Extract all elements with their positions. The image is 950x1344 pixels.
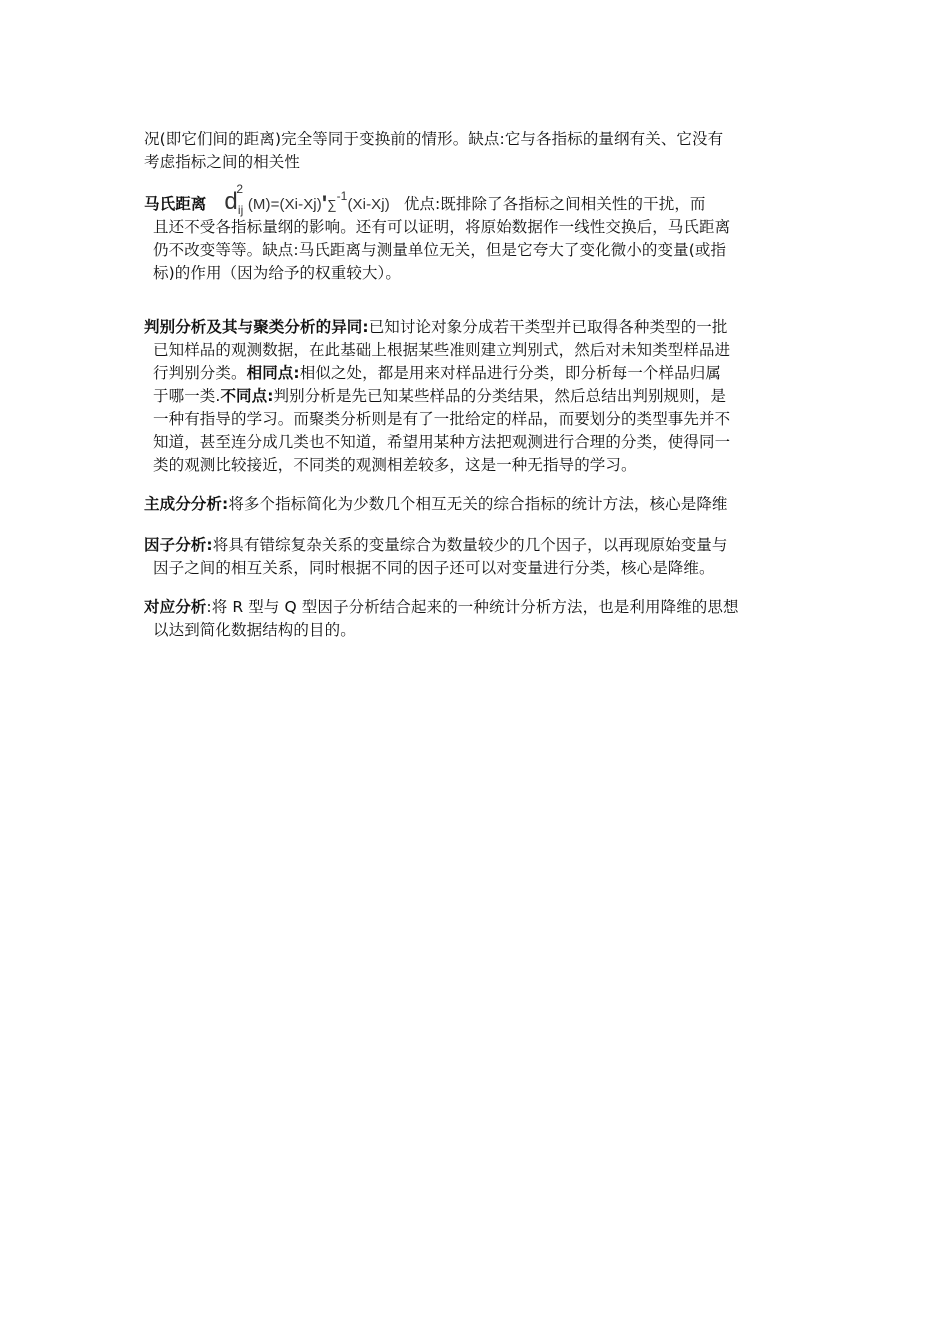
label-differences: 不同点: (220, 387, 274, 405)
text-line: 判别分析是先已知某些样品的分类结果，然后总结出判别规则，是 (273, 387, 726, 405)
section-title-pca: 主成分分析: (144, 495, 229, 513)
paragraph-pca (144, 493, 808, 516)
text-line: 一种有指导的学习。而聚类分析则是有了一批给定的样品，而要划分的类型事先并不 (153, 410, 731, 428)
text-line: 于哪一类. (153, 387, 221, 405)
text-line: 将多个指标简化为少数几个相互无关的综合指标的统计方法，核心是降维 (228, 495, 728, 513)
text-line: 优点:既排除了各指标之间相关性的干扰，而 (403, 195, 706, 213)
text-line: 行判别分类。 (153, 364, 247, 382)
paragraph-correspondence (144, 596, 808, 642)
text-line: 以达到简化数据结构的目的。 (153, 621, 356, 639)
text-line: 已知样品的观测数据，在此基础上根据某些准则建立判别式，然后对未知类型样品进 (153, 341, 731, 359)
paragraph-factor-analysis (144, 534, 808, 580)
text-line: 仍不改变等等。缺点:马氏距离与测量单位无关，但是它夸大了变化微小的变量(或指 (153, 241, 727, 259)
text-line: 标)的作用（因为给予的权重较大）。 (153, 264, 401, 282)
label-similarities: 相同点: (246, 364, 300, 382)
text-line: :将 R 型与 Q 型因子分析结合起来的一种统计分析方法，也是利用降维的思想 (206, 598, 739, 616)
text-line: 知道，甚至连分成几类也不知道，希望用某种方法把观测进行合理的分类，使得同一 (153, 433, 731, 451)
text-line: 将具有错综复杂关系的变量综合为数量较少的几个因子，以再现原始变量与 (212, 536, 728, 554)
paragraph-discriminant (144, 316, 808, 477)
section-title-mahalanobis: 马氏距离 (144, 195, 207, 213)
text-line: 已知讨论对象分成若干类型并已取得各种类型的一批 (368, 318, 728, 336)
text-line: 况(即它们间的距离)完全等同于变换前的情形。缺点:它与各指标的量纲有关、它没有 (144, 130, 724, 148)
text-line: 类的观测比较接近，不同类的观测相差较多，这是一种无指导的学习。 (153, 456, 637, 474)
section-title-discriminant: 判别分析及其与聚类分析的异同: (144, 318, 369, 336)
section-title-correspondence: 对应分析 (144, 598, 207, 616)
section-title-factor-analysis: 因子分析: (144, 536, 213, 554)
paragraph-mahalanobis (144, 182, 808, 285)
text-line: 相似之处，都是用来对样品进行分类，即分析每一个样品归属 (299, 364, 721, 382)
text-line: 因子之间的相互关系，同时根据不同的因子还可以对变量进行分类，核心是降维。 (153, 559, 715, 577)
paragraph-euclidean-continuation (144, 128, 808, 174)
text-line: 考虑指标之间的相关性 (144, 153, 301, 171)
mahalanobis-formula: d 2 $_{ij}$ (M)=(Xi-Xj)'∑$^{-1}$(Xi-Xj) (224, 182, 390, 217)
text-line: 且还不受各指标量纲的影响。还有可以证明，将原始数据作一线性交换后，马氏距离 (153, 218, 731, 236)
